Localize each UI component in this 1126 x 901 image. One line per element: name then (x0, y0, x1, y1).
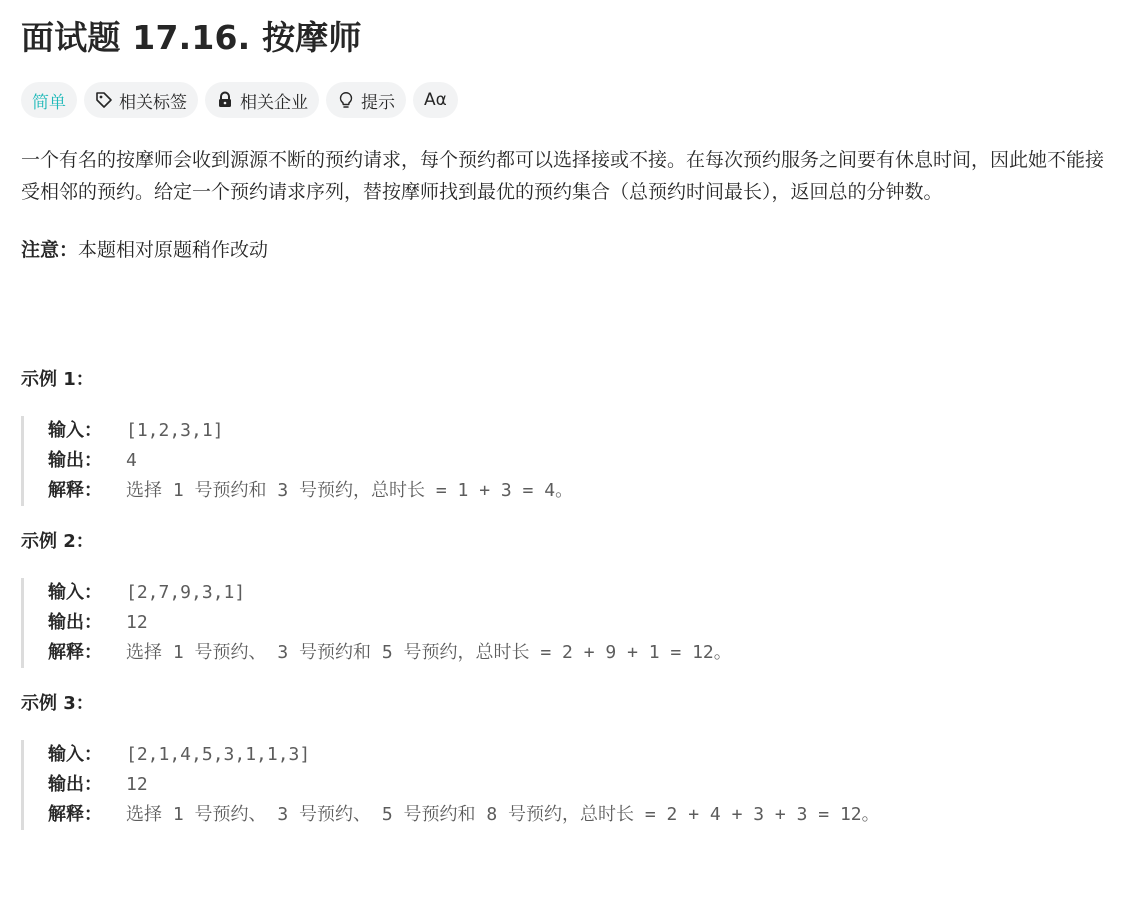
example-2-output-row (48, 608, 1106, 638)
example-3-input: [2,1,4,5,3,1,1,3] (126, 744, 311, 765)
example-3-input-row (48, 740, 1106, 770)
example-2-input: [2,7,9,3,1] (126, 582, 246, 603)
note-label: 注意： (21, 239, 79, 261)
example-1-title: 示例 1： (21, 369, 94, 390)
example-3-output-row (48, 770, 1106, 800)
hint-label: 提示 (361, 92, 395, 113)
example-3-output: 12 (126, 774, 148, 795)
lightbulb-icon (337, 91, 355, 109)
related-topics-label: 相关标签 (119, 92, 187, 113)
explanation-label: 解释： (48, 480, 102, 501)
tag-bar (21, 82, 1106, 118)
input-label: 输入： (48, 582, 102, 603)
font-toggle-button[interactable] (413, 82, 458, 118)
example-1-explanation: 选择 1 号预约和 3 号预约，总时长 = 1 + 3 = 4。 (126, 480, 574, 501)
example-2-explanation: 选择 1 号预约、 3 号预约和 5 号预约，总时长 = 2 + 9 + 1 = 12。 (126, 642, 732, 663)
related-topics-button[interactable] (84, 82, 198, 118)
translate-font-icon: Aα (424, 90, 447, 110)
explanation-label: 解释： (48, 642, 102, 663)
input-label: 输入： (48, 420, 102, 441)
related-companies-button[interactable] (205, 82, 319, 118)
example-1-explanation-row (48, 476, 1106, 506)
example-1-input-row (48, 416, 1106, 446)
example-2-block (21, 578, 1106, 668)
difficulty-badge[interactable] (21, 82, 77, 118)
example-3-title: 示例 3： (21, 693, 94, 714)
hint-button[interactable] (326, 82, 406, 118)
explanation-label: 解释： (48, 804, 102, 825)
example-2-title: 示例 2： (21, 531, 94, 552)
note-text: 本题相对原题稍作改动 (78, 239, 269, 261)
output-label: 输出： (48, 612, 102, 633)
problem-title: 面试题 17.16. 按摩师 (21, 18, 362, 57)
problem-statement: 一个有名的按摩师会收到源源不断的预约请求，每个预约都可以选择接或不接。在每次预约服务之间要有休息时间，因此她不能接受相邻的预约。给定一个预约请求序列，替按摩师找到最优的预约集合（总预约时间最长），返回总的分钟数。 (21, 149, 1105, 203)
example-1-input: [1,2,3,1] (126, 420, 224, 441)
example-3-explanation: 选择 1 号预约、 3 号预约、 5 号预约和 8 号预约，总时长 = 2 + 4 + 3 + 3 = 12。 (126, 804, 880, 825)
related-companies-label: 相关企业 (240, 92, 308, 113)
example-1-output: 4 (126, 450, 137, 471)
difficulty-label: 简单 (32, 92, 66, 113)
example-1-block (21, 416, 1106, 506)
input-label: 输入： (48, 744, 102, 765)
example-1-output-row (48, 446, 1106, 476)
example-3-explanation-row (48, 800, 1106, 830)
example-2-input-row (48, 578, 1106, 608)
problem-description (21, 0, 1106, 830)
example-2-explanation-row (48, 638, 1106, 668)
output-label: 输出： (48, 450, 102, 471)
problem-note (21, 234, 1106, 266)
lock-icon (216, 91, 234, 109)
tag-icon (95, 91, 113, 109)
output-label: 输出： (48, 774, 102, 795)
example-3-block (21, 740, 1106, 830)
example-2-output: 12 (126, 612, 148, 633)
